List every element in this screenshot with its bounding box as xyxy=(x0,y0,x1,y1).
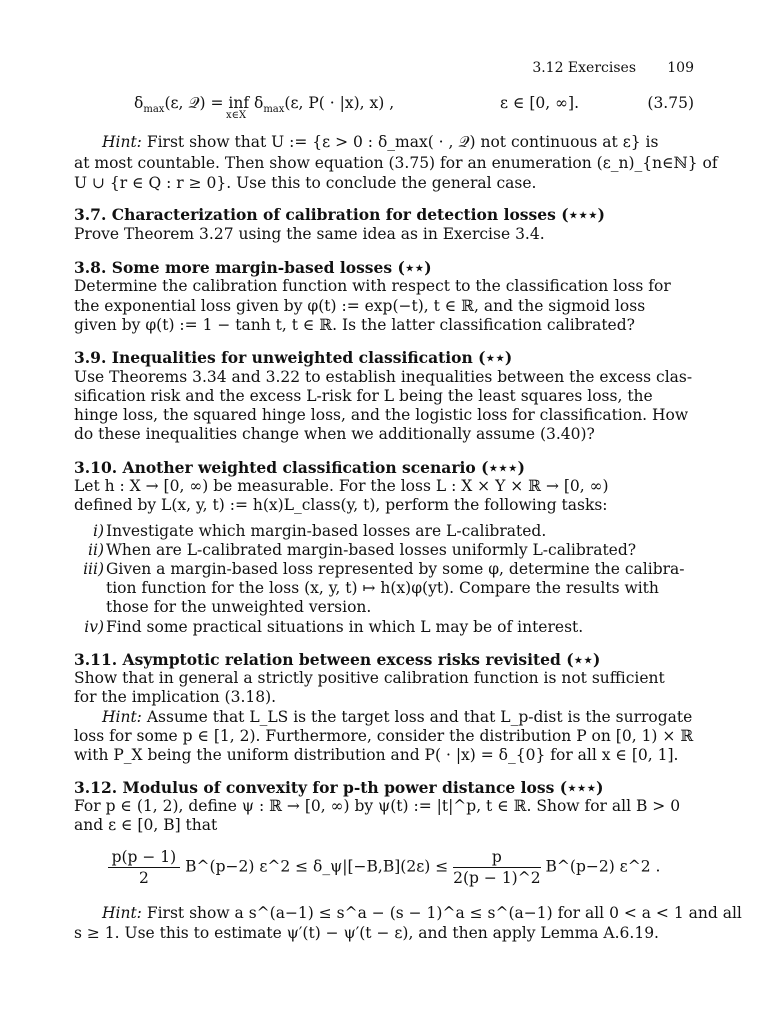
right-fraction: $\frac{p}{2(p - 1)\^{}2}$ xyxy=(453,848,541,887)
text-line: at most countable. Then show equation (3.75) for an enumeration (ε_n)_{n∈ℕ} of xyxy=(74,154,718,172)
exercise-title: 3.9. Inequalities for unweighted classification (⋆⋆) xyxy=(74,348,513,367)
inequality-middle: B^(p−2) ε^2 ≤ δ_ψ|[−B,B](2ε) ≤ xyxy=(185,857,449,876)
display-inequality xyxy=(74,848,694,887)
text-line: s ≥ 1. Use this to estimate ψ′(t) − ψ′(t − ε), and then apply Lemma A.6.19. xyxy=(74,924,659,942)
text-line: hinge loss, the squared hinge loss, and the logistic loss for classification. How xyxy=(74,406,689,424)
list-item: iv) Find some practical situations in which L may be of interest. xyxy=(84,618,584,636)
hint-label: Hint: xyxy=(102,708,142,726)
text-line: defined by L(x, y, t) := h(x)L_class(y, t), perform the following tasks: xyxy=(74,496,608,514)
text-line: U ∪ {r ∈ Q : r ≥ 0}. Use this to conclude the general case. xyxy=(74,174,537,192)
hint-label: Hint: xyxy=(102,904,142,922)
hint-line: Hint: First show a s^(a−1) ≤ s^a − (s − 1)^a ≤ s^(a−1) for all 0 < a < 1 and all xyxy=(102,904,742,922)
exercise-title: 3.12. Modulus of convexity for p-th power distance loss (⋆⋆⋆) xyxy=(74,778,604,797)
list-item-continuation: those for the unweighted version. xyxy=(106,598,372,616)
text-line: Determine the calibration function with respect to the classification loss for xyxy=(74,277,671,295)
text-line: do these inequalities change when we additionally assume (3.40)? xyxy=(74,425,595,443)
left-fraction: $\frac{p(p - 1)}{2}$ xyxy=(108,848,181,887)
exercise-title: 3.8. Some more margin-based losses (⋆⋆) xyxy=(74,258,432,277)
text-line: the exponential loss given by φ(t) := exp(−t), t ∈ ℝ, and the sigmoid loss xyxy=(74,297,646,315)
exercise-title: 3.10. Another weighted classification scenario (⋆⋆⋆) xyxy=(74,458,525,477)
exercise-title: 3.11. Asymptotic relation between excess risks revisited (⋆⋆) xyxy=(74,650,601,669)
equation-3-75 xyxy=(74,94,694,120)
text-line: with P_X being the uniform distribution and P( · |x) = δ_{0} for all x ∈ [0, 1]. xyxy=(74,746,679,764)
text-line: Let h : X → [0, ∞) be measurable. For the loss L : X × Y × ℝ → [0, ∞) xyxy=(74,477,609,495)
hint-label: Hint: xyxy=(102,133,142,151)
page-number: 109 xyxy=(667,60,694,76)
hint-line: Hint: Assume that L_LS is the target loss and that L_p-dist is the surrogate xyxy=(102,708,693,726)
list-item: iii) Given a margin-based loss represented by some φ, determine the calibra- xyxy=(83,560,685,578)
equation-condition: ε ∈ [0, ∞]. xyxy=(500,94,580,112)
text-line: sification risk and the excess L-risk for L being the least squares loss, the xyxy=(74,387,653,405)
text-line: given by φ(t) := 1 − tanh t, t ∈ ℝ. Is the latter classification calibrated? xyxy=(74,316,635,334)
list-item-continuation: tion function for the loss (x, y, t) ↦ h(x)φ(yt). Compare the results with xyxy=(106,579,659,597)
running-header-section: 3.12 Exercises xyxy=(532,60,636,76)
text-line: loss for some p ∈ [1, 2). Furthermore, consider the distribution P on [0, 1) × ℝ xyxy=(74,727,694,745)
inf-subscript: x∈X xyxy=(226,110,247,121)
text-line: for the implication (3.18). xyxy=(74,688,277,706)
running-header xyxy=(74,60,694,80)
equation-number: (3.75) xyxy=(647,94,694,112)
equation-lhs: $\delta_{max}(\varepsilon$, 𝒬) = inf $\delta_{max}(\varepsilon$, P( · |x), x) , xyxy=(134,94,395,115)
text-line: Prove Theorem 3.27 using the same idea as in Exercise 3.4. xyxy=(74,225,545,243)
list-item: ii) When are L-calibrated margin-based losses uniformly L-calibrated? xyxy=(88,541,637,559)
text-line: and ε ∈ [0, B] that xyxy=(74,816,218,834)
text-line: Use Theorems 3.34 and 3.22 to establish inequalities between the excess clas- xyxy=(74,368,693,386)
text-line: Show that in general a strictly positive calibration function is not sufficient xyxy=(74,669,665,687)
list-item: i) Investigate which margin-based losses are L-calibrated. xyxy=(92,522,547,540)
hint-line: Hint: First show that U := {ε > 0 : δ_max( · , 𝒬) not continuous at ε} is xyxy=(102,133,659,151)
inequality-tail: B^(p−2) ε^2 . xyxy=(545,857,661,876)
exercise-title: 3.7. Characterization of calibration for detection losses (⋆⋆⋆) xyxy=(74,205,606,224)
text-line: For p ∈ (1, 2), define ψ : ℝ → [0, ∞) by ψ(t) := |t|^p, t ∈ ℝ. Show for all B > 0 xyxy=(74,797,681,815)
